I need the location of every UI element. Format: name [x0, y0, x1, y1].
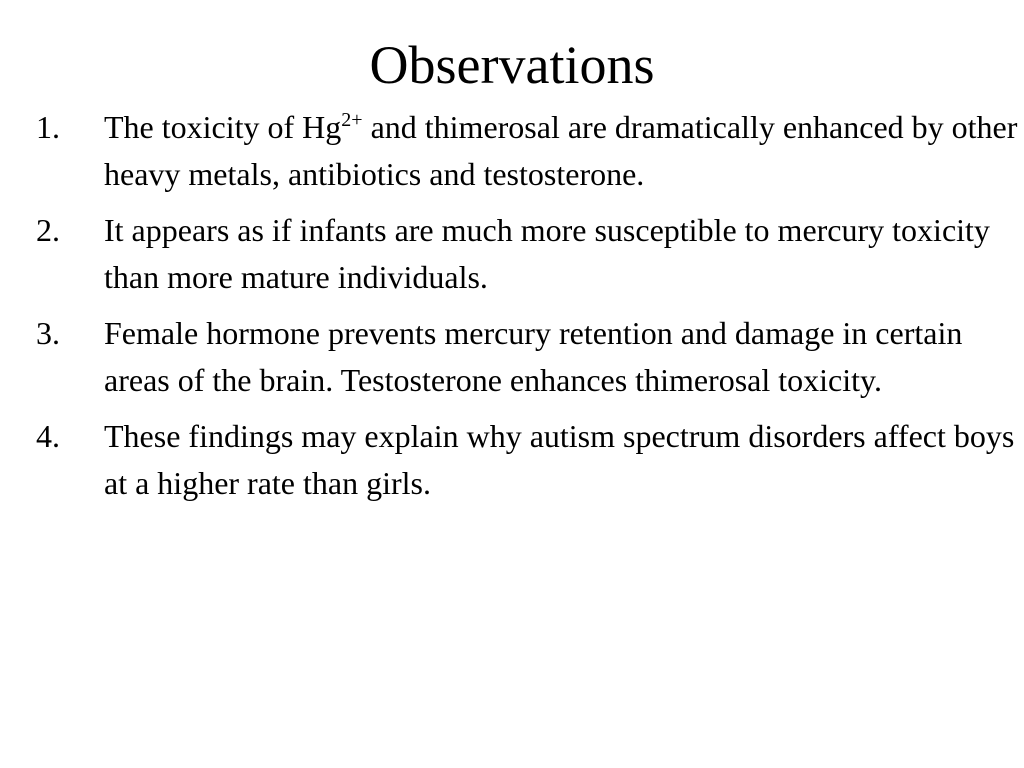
list-item-text: These findings may explain why autism spectrum disorders affect boys at a higher rate than girls.: [104, 418, 1015, 501]
list-item: [36, 104, 1021, 198]
observations-list: [36, 104, 1021, 516]
list-item-number: 3.: [36, 315, 60, 351]
list-item-text: [104, 109, 1017, 192]
list-item-text-end: and thimerosal are dramatically enhanced by other heavy metals, antibiotics and testosterone.: [104, 109, 1018, 192]
list-item-text: Female hormone prevents mercury retention and damage in certain areas of the brain. Testosterone enhances thimerosal toxicity.: [104, 315, 963, 398]
superscript-charge: 2+: [341, 109, 363, 131]
list-item-number: 4.: [36, 418, 60, 454]
list-item: [36, 207, 1021, 301]
slide-title: Observations: [369, 35, 655, 95]
list-item-number: 1.: [36, 109, 60, 145]
list-item: [36, 413, 1021, 507]
list-item-text-start: The toxicity of Hg: [104, 109, 342, 145]
list-item: [36, 310, 1021, 404]
list-item-text: It appears as if infants are much more susceptible to mercury toxicity than more mature individuals.: [104, 212, 990, 295]
list-item-number: 2.: [36, 212, 60, 248]
